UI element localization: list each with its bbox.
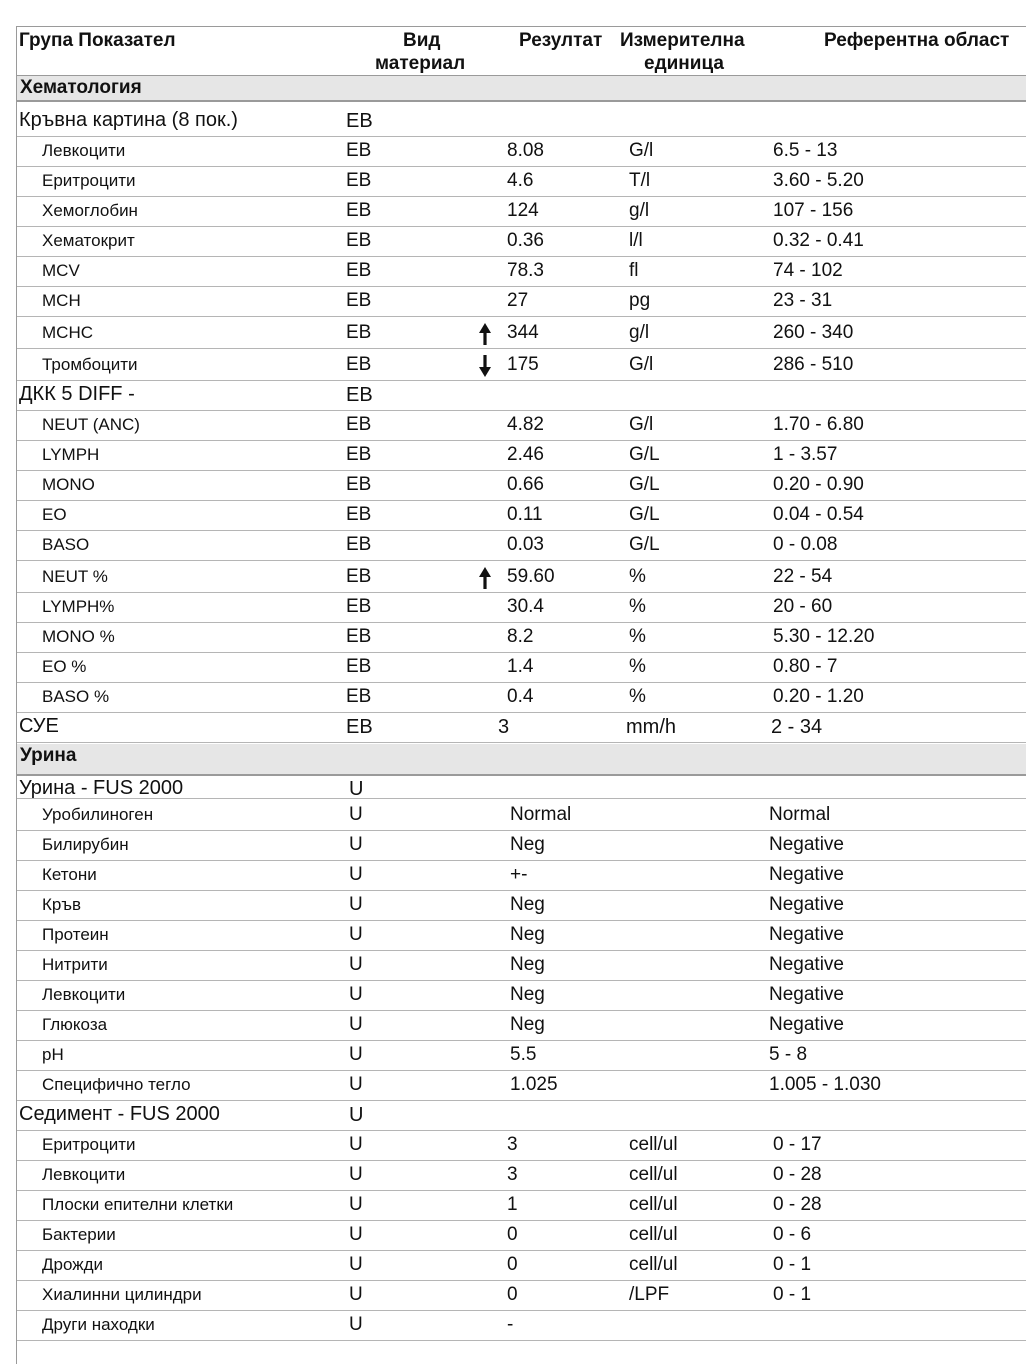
result-cell: 3 <box>498 716 510 738</box>
table-row <box>17 256 1026 287</box>
material-cell: ЕВ <box>346 414 372 435</box>
parameter-name: Хемоглобин <box>42 201 138 220</box>
result-cell: Neg <box>510 984 545 1005</box>
reference-cell: 20 - 60 <box>773 596 833 617</box>
unit-cell: G/L <box>629 534 660 555</box>
material-cell: ЕВ <box>346 566 372 587</box>
reference-cell: 23 - 31 <box>773 290 833 311</box>
table-row <box>17 136 1026 167</box>
reference-cell: 0 - 28 <box>773 1194 822 1215</box>
reference-cell: 286 - 510 <box>773 354 854 375</box>
parameter-name: Левкоцити <box>42 1165 126 1184</box>
parameter-name: Хематокрит <box>42 231 135 250</box>
parameter-name: Левкоцити <box>42 985 126 1004</box>
unit-cell: cell/ul <box>629 1224 678 1245</box>
table-row <box>17 1010 1026 1041</box>
parameter-name: NEUT (ANC) <box>42 415 140 434</box>
unit-cell: % <box>629 596 646 617</box>
parameter-name: LYMPH% <box>42 597 115 616</box>
table-row <box>17 1040 1026 1071</box>
material-cell: ЕВ <box>346 354 372 375</box>
result-cell: 1.025 <box>510 1074 558 1095</box>
parameter-name: MCHC <box>42 323 93 342</box>
parameter-name: Протеин <box>42 925 109 944</box>
parameter-name: Еритроцити <box>42 171 136 190</box>
result-cell: Neg <box>510 1014 545 1035</box>
table-row <box>17 440 1026 471</box>
table-row <box>17 1220 1026 1251</box>
result-cell: 0.36 <box>507 230 544 251</box>
material-cell: U <box>349 1164 363 1185</box>
header-result: Резултат <box>519 30 603 51</box>
material-cell: ЕВ <box>346 110 373 132</box>
arrow-up-icon <box>478 323 492 345</box>
result-cell: 124 <box>507 200 539 221</box>
group-name: ДКК 5 DIFF - <box>19 383 135 405</box>
parameter-name: Кетони <box>42 865 97 884</box>
reference-cell: Negative <box>769 954 844 975</box>
material-cell: ЕВ <box>346 140 372 161</box>
material-cell: U <box>349 1074 363 1095</box>
table-row <box>17 592 1026 623</box>
reference-cell: 107 - 156 <box>773 200 854 221</box>
parameter-name: Други находки <box>42 1315 155 1334</box>
reference-cell: 0 - 1 <box>773 1254 812 1275</box>
arrow-up-icon <box>478 567 492 589</box>
material-cell: ЕВ <box>346 656 372 677</box>
reference-cell: 0 - 6 <box>773 1224 812 1245</box>
material-cell: U <box>349 894 363 915</box>
parameter-name: Бактерии <box>42 1225 116 1244</box>
table-row <box>17 950 1026 981</box>
parameter-name: LYMPH <box>42 445 100 464</box>
parameter-name: Кръв <box>42 895 82 914</box>
group-row <box>17 380 1026 411</box>
group-name: Седимент - FUS 2000 <box>19 1103 220 1125</box>
table-row <box>17 682 1026 713</box>
result-cell: 344 <box>507 322 539 343</box>
group-row <box>17 712 1026 743</box>
result-cell: 3 <box>507 1164 518 1185</box>
table-row <box>17 470 1026 501</box>
table-row <box>17 410 1026 441</box>
result-cell: 5.5 <box>510 1044 537 1065</box>
parameter-name: pH <box>42 1045 64 1064</box>
material-cell: ЕВ <box>346 170 372 191</box>
reference-cell: 0 - 28 <box>773 1164 822 1185</box>
reference-cell: 6.5 - 13 <box>773 140 838 161</box>
group-row <box>17 106 1026 137</box>
reference-cell: 0 - 1 <box>773 1284 812 1305</box>
unit-cell: pg <box>629 290 651 311</box>
table-row <box>17 830 1026 861</box>
parameter-name: Глюкоза <box>42 1015 108 1034</box>
section-row <box>17 76 1026 102</box>
unit-cell: % <box>629 626 646 647</box>
parameter-name: Уробилиноген <box>42 805 154 824</box>
material-cell: U <box>349 1014 363 1035</box>
unit-cell: T/l <box>629 170 651 191</box>
unit-cell: G/L <box>629 474 660 495</box>
unit-cell: % <box>629 686 646 707</box>
reference-cell: 0.04 - 0.54 <box>773 504 864 525</box>
section-title: Хематология <box>20 77 142 98</box>
parameter-name: NEUT % <box>42 567 108 586</box>
result-cell: Neg <box>510 954 545 975</box>
result-cell: 59.60 <box>507 566 555 587</box>
reference-cell: 0.20 - 1.20 <box>773 686 864 707</box>
material-cell: ЕВ <box>346 504 372 525</box>
unit-cell: G/l <box>629 140 654 161</box>
table-row <box>17 196 1026 227</box>
material-cell: U <box>349 1044 363 1065</box>
table-row <box>17 1160 1026 1191</box>
table-row <box>17 800 1026 831</box>
material-cell: ЕВ <box>346 596 372 617</box>
unit-cell: G/L <box>629 504 660 525</box>
material-cell: U <box>349 1254 363 1275</box>
parameter-name: Нитрити <box>42 955 108 974</box>
result-cell: 4.6 <box>507 170 534 191</box>
result-cell: 2.46 <box>507 444 544 465</box>
table-row <box>17 530 1026 561</box>
parameter-name: Еритроцити <box>42 1135 136 1154</box>
result-cell: 27 <box>507 290 529 311</box>
reference-cell: 5 - 8 <box>769 1044 808 1065</box>
result-cell: 8.2 <box>507 626 534 647</box>
table-row <box>17 1130 1026 1161</box>
section-title: Урина <box>20 745 77 766</box>
reference-cell: Negative <box>769 864 844 885</box>
unit-cell: cell/ul <box>629 1254 678 1275</box>
parameter-name: Билирубин <box>42 835 129 854</box>
result-cell: 0.03 <box>507 534 544 555</box>
material-cell: ЕВ <box>346 626 372 647</box>
result-cell: 0 <box>507 1284 518 1305</box>
reference-cell: Negative <box>769 894 844 915</box>
result-cell: 4.82 <box>507 414 544 435</box>
material-cell: ЕВ <box>346 444 372 465</box>
table-row <box>17 500 1026 531</box>
table-row <box>17 890 1026 921</box>
result-cell: Neg <box>510 924 545 945</box>
result-cell: - <box>507 1314 514 1335</box>
result-cell: 0 <box>507 1224 518 1245</box>
table-row <box>17 1310 1026 1341</box>
header-unit-line1: Измерителна <box>620 30 745 51</box>
material-cell: U <box>349 778 364 800</box>
material-cell: U <box>349 1284 363 1305</box>
unit-cell: % <box>629 656 646 677</box>
group-row <box>17 1100 1026 1131</box>
result-cell: 0 <box>507 1254 518 1275</box>
material-cell: U <box>349 804 363 825</box>
table-row <box>17 1190 1026 1221</box>
unit-cell: fl <box>629 260 639 281</box>
parameter-name: MONO % <box>42 627 115 646</box>
material-cell: ЕВ <box>346 474 372 495</box>
group-name: Урина - FUS 2000 <box>19 777 184 799</box>
table-row <box>17 652 1026 683</box>
material-cell: U <box>349 924 363 945</box>
result-cell: 78.3 <box>507 260 544 281</box>
unit-cell: % <box>629 566 646 587</box>
unit-cell: G/L <box>629 444 660 465</box>
result-cell: 8.08 <box>507 140 544 161</box>
table-row <box>17 286 1026 317</box>
table-row <box>17 1250 1026 1281</box>
result-cell: 30.4 <box>507 596 544 617</box>
table-row <box>17 860 1026 891</box>
group-name: Кръвна картина (8 пок.) <box>19 109 238 131</box>
parameter-name: Специфично тегло <box>42 1075 191 1094</box>
reference-cell: Negative <box>769 924 844 945</box>
material-cell: U <box>349 834 363 855</box>
material-cell: U <box>349 864 363 885</box>
material-cell: ЕВ <box>346 260 372 281</box>
result-cell: Normal <box>510 804 572 825</box>
unit-cell: G/l <box>629 354 654 375</box>
reference-cell: 3.60 - 5.20 <box>773 170 864 191</box>
parameter-name: Дрожди <box>42 1255 104 1274</box>
parameter-name: BASO <box>42 535 90 554</box>
parameter-name: Левкоцити <box>42 141 126 160</box>
material-cell: U <box>349 1224 363 1245</box>
unit-cell: g/l <box>629 200 650 221</box>
material-cell: U <box>349 1134 363 1155</box>
material-cell: ЕВ <box>346 290 372 311</box>
reference-cell: 74 - 102 <box>773 260 843 281</box>
unit-cell: G/l <box>629 414 654 435</box>
unit-cell: cell/ul <box>629 1194 678 1215</box>
material-cell: ЕВ <box>346 686 372 707</box>
parameter-name: Тромбоцити <box>42 355 138 374</box>
material-cell: U <box>349 1194 363 1215</box>
table-row <box>17 622 1026 653</box>
parameter-name: BASO % <box>42 687 110 706</box>
result-cell: +- <box>510 864 528 885</box>
reference-cell: Negative <box>769 1014 844 1035</box>
table-row <box>17 166 1026 197</box>
table-header <box>17 27 1026 77</box>
unit-cell: g/l <box>629 322 650 343</box>
material-cell: ЕВ <box>346 534 372 555</box>
material-cell: ЕВ <box>346 230 372 251</box>
header-group: Група Показател <box>19 30 176 51</box>
result-cell: 0.4 <box>507 686 534 707</box>
parameter-name: MCV <box>42 261 80 280</box>
group-name: СУЕ <box>19 715 59 737</box>
reference-cell: 0 - 17 <box>773 1134 822 1155</box>
result-cell: 175 <box>507 354 539 375</box>
result-cell: 0.11 <box>507 504 543 525</box>
reference-cell: 5.30 - 12.20 <box>773 626 875 647</box>
reference-cell: 22 - 54 <box>773 566 833 587</box>
header-unit-line2: единица <box>644 53 724 74</box>
result-cell: 0.66 <box>507 474 544 495</box>
reference-cell: 1.70 - 6.80 <box>773 414 864 435</box>
unit-cell: mm/h <box>626 716 676 738</box>
result-cell: 1.4 <box>507 656 534 677</box>
unit-cell: cell/ul <box>629 1134 678 1155</box>
material-cell: ЕВ <box>346 322 372 343</box>
table-row <box>17 348 1026 381</box>
parameter-name: Хиалинни цилиндри <box>42 1285 202 1304</box>
header-reference: Референтна област <box>824 30 1010 51</box>
header-material-line1: Вид <box>403 30 441 51</box>
reference-cell: 260 - 340 <box>773 322 854 343</box>
reference-cell: 2 - 34 <box>771 716 823 738</box>
unit-cell: l/l <box>629 230 643 251</box>
reference-cell: 1 - 3.57 <box>773 444 838 465</box>
table-row <box>17 920 1026 951</box>
parameter-name: MONO <box>42 475 95 494</box>
table-row <box>17 226 1026 257</box>
material-cell: U <box>349 1104 364 1126</box>
reference-cell: 0.32 - 0.41 <box>773 230 864 251</box>
table-row <box>17 1070 1026 1101</box>
unit-cell: cell/ul <box>629 1164 678 1185</box>
material-cell: ЕВ <box>346 716 373 738</box>
reference-cell: 0.20 - 0.90 <box>773 474 864 495</box>
result-cell: Neg <box>510 894 545 915</box>
unit-cell: /LPF <box>629 1284 670 1305</box>
reference-cell: Negative <box>769 984 844 1005</box>
parameter-name: EO % <box>42 657 87 676</box>
lab-results-table <box>16 26 1026 1364</box>
material-cell: ЕВ <box>346 384 373 406</box>
group-row <box>17 774 1026 799</box>
parameter-name: MCH <box>42 291 81 310</box>
table-row <box>17 316 1026 349</box>
reference-cell: 0.80 - 7 <box>773 656 838 677</box>
table-row <box>17 980 1026 1011</box>
result-cell: 3 <box>507 1134 518 1155</box>
material-cell: U <box>349 1314 363 1335</box>
reference-cell: 0 - 0.08 <box>773 534 838 555</box>
section-row <box>17 744 1026 776</box>
reference-cell: Normal <box>769 804 831 825</box>
parameter-name: Плоски епителни клетки <box>42 1195 234 1214</box>
arrow-down-icon <box>478 355 492 377</box>
result-cell: 1 <box>507 1194 518 1215</box>
table-row <box>17 560 1026 593</box>
material-cell: ЕВ <box>346 200 372 221</box>
material-cell: U <box>349 954 363 975</box>
material-cell: U <box>349 984 363 1005</box>
reference-cell: Negative <box>769 834 844 855</box>
parameter-name: EO <box>42 505 67 524</box>
header-material-line2: материал <box>375 53 466 74</box>
reference-cell: 1.005 - 1.030 <box>769 1074 881 1095</box>
result-cell: Neg <box>510 834 545 855</box>
table-row <box>17 1280 1026 1311</box>
